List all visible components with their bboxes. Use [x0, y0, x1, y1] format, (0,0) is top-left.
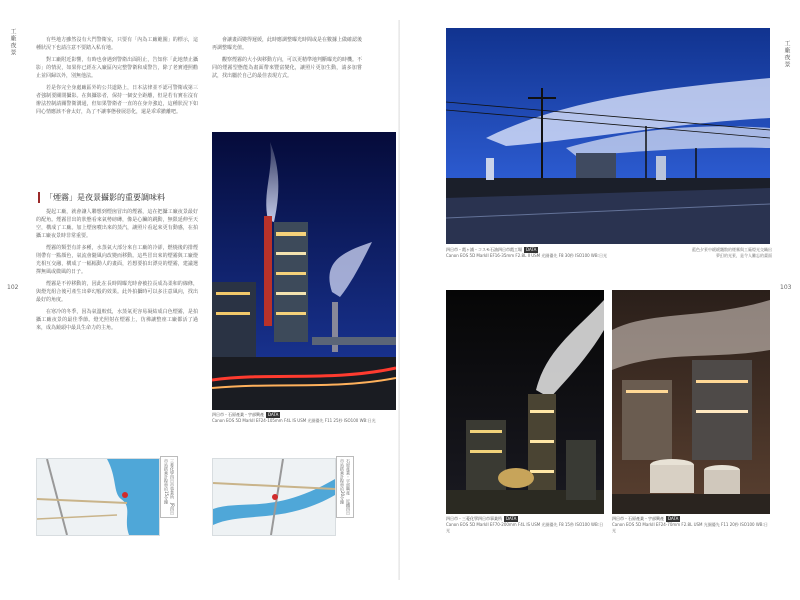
bottom-left-caption — [446, 516, 604, 534]
map-2-note: 石原產業・宇部興產 近鐵四日市站搭乘計程車約20分鐘 — [336, 456, 354, 518]
photo-caption — [212, 412, 396, 424]
caption-title: 四日市・石原產業・宇部興產 — [212, 412, 264, 417]
caption-detail: Canon EOS 5D MarkII EF16-35mm F2.8L II USM 光圈優先 F8 30秒 ISO100 WB:日光 — [446, 253, 607, 258]
map-1 — [36, 458, 160, 536]
side-note: 藍色夕景中緩緩飄散的煙霧與工廠燈光交織出夢幻的光景，是令人難忘的畫面 — [692, 247, 772, 258]
section-heading: 「煙霧」是夜景攝影的重要調味料 — [38, 192, 205, 203]
caption-title: 四日市・三菱化學四日市事業所 — [446, 516, 502, 521]
right-page-number: 103 — [780, 284, 792, 291]
left-column-1b — [36, 208, 198, 336]
left-page-number: 102 — [7, 284, 19, 291]
left-column-2 — [212, 36, 362, 84]
paragraph: 煙霧的類型有許多種，水蒸氣大部分來自工廠的冷卻，燃燒後的排煙則帶有一點顏色，氣流會隨風向改變而移動。這些冒出來的煙霧與工廠燈光相互交融，構成了一幅幅動人的畫面，若想要拍出漂亮的煙霧，建議選擇無風或微風的日子。 — [36, 245, 198, 275]
data-tag: DATA — [526, 247, 537, 252]
refinery-tower-photo — [446, 290, 604, 514]
factory-chimney-photo — [212, 132, 396, 410]
paragraph: 會讓畫面變得遲緩，此時應調整曝光時間或是在數據上做確認後再調整曝光值。 — [212, 37, 363, 51]
caption-title: 四日市・霞ヶ浦・コスモ石油四日市霞工場 — [446, 247, 522, 252]
paragraph: 煙霧是不停移動的，因此在長時間曝光時會被拉長成為柔和的線條，與燈光組合後可產生出夢幻般的效果。此外拍攝時可以多注意風向，找出最好的角度。 — [36, 281, 198, 303]
caption-detail: Canon EOS 5D MarkII EF24-105mm F4L IS USM 光圈優先 F11 25秒 ISO100 WB:日光 — [212, 418, 376, 423]
paragraph: 對工廠附近影響，有時也會遇到警衛出面阻止，告知你「此地禁止攝影」的情況，如果你已經在入廠區內完整警衛和成警告，除了老實遵照勸止並回歸以外，別無他法。 — [36, 57, 198, 79]
map-2 — [212, 458, 336, 536]
bottom-right-caption — [612, 516, 770, 534]
paragraph: 提起工廠，就會讓人聯想到煙囪冒出的煙霧，這在把攝工廠夜景最好的配角。煙霧冒出的狀態看來氣勢磅礡，像是心臟的跳動，無限延伸至天空，構成了工廠。加上煙囪噴出來的蒸汽，讓照片看起來更有動感，在拍攝工廠夜景時非常重要。 — [36, 209, 198, 239]
caption-title: 四日市・石原產業・宇部興產 — [612, 516, 664, 521]
map-1-note: 三菱化學四日市事業所 JR四日市站搭乘計程車約15分鐘 — [160, 456, 178, 518]
caption-detail: Canon EOS 5D MarkII EF24-70mm F2.8L USM 光圈優先 F11 20秒 ISO100 WB:日光 — [612, 522, 768, 533]
caption-detail: Canon EOS 5D MarkII EF70-200mm F4L IS USM 光圈優先 F8 15秒 ISO100 WB:日光 — [446, 522, 604, 533]
dusk-factory-photo — [446, 28, 770, 244]
data-tag: DATA — [506, 516, 517, 521]
data-tag: DATA — [668, 516, 679, 521]
paragraph: 有些地方雖然沒有大門警衛室，只要有「內為工廠範圍」的標示，這種狀況下也請注意不要踏入私有地。 — [36, 37, 198, 51]
left-vertical-title: 工廠夜景 — [9, 28, 16, 56]
paragraph: 在寒冷的冬季，因為氣溫較低，水蒸氣更容易凝結成白色煙霧，是拍攝工廠夜景的最佳季節。燈光照射在煙霧上，彷彿讓整座工廠都活了過來，成為鏡頭中最具生命力的主角。 — [36, 309, 198, 331]
data-tag: DATA — [268, 412, 279, 417]
right-vertical-title: 工廠夜景 — [783, 40, 790, 68]
top-photo-caption — [446, 247, 646, 259]
paragraph: 觀察煙霧的大小與移動方向，可以更精準地判斷曝光的時機。不同的煙霧型態能為畫面帶來豐富變化，讓照片更加生動，請多加嘗試，找出屬於自己的最佳表現方式。 — [212, 57, 363, 79]
right-page — [400, 0, 800, 600]
tanks-plant-photo — [612, 290, 770, 514]
paragraph: 若是你完全身處廠區外的公共道路上，日本法律並不認可警衛或第三者強制要關閉攝影。在與攝影者，保持一個安全距離，但是若有實在沒有辦法控制請關警衛溝通，但如果警衛者一直的在身旁強迫，這種狀況下如同心情應該不會太好，為了不讓事態發展惡化，還是乖乖撤離吧。 — [36, 85, 198, 115]
left-column-1 — [36, 36, 198, 120]
